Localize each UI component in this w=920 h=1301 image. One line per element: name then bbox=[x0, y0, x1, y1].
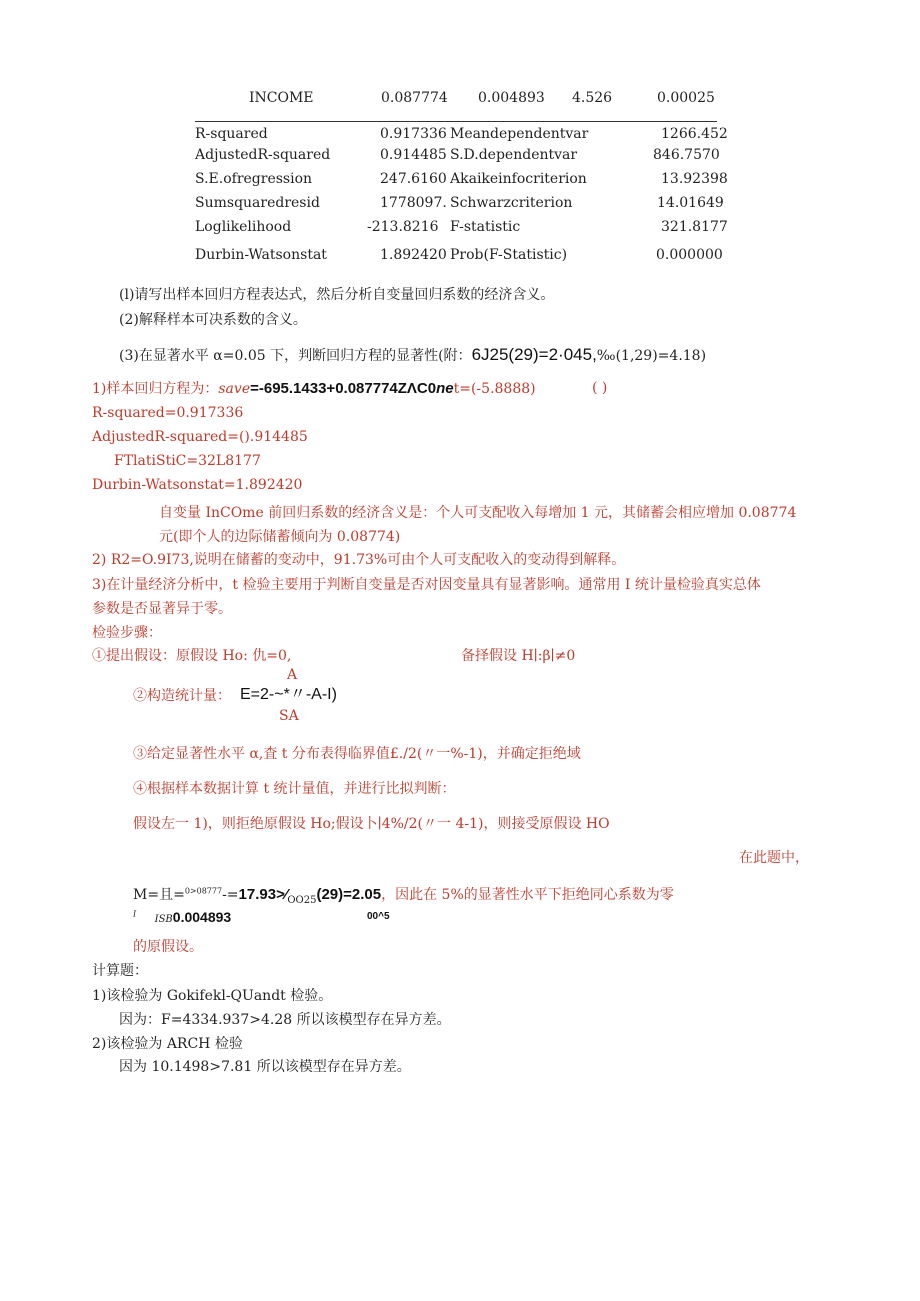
problem-title: 计算题： bbox=[92, 963, 148, 979]
stat-label-6: Akaikeinfocriterion bbox=[450, 171, 587, 187]
question-3-text: (3)在显著水平 α=0.05 下，判断回归方程的显著性(附： bbox=[119, 348, 472, 364]
stat-value-1: 0.917336 bbox=[380, 126, 447, 142]
stat-value-2: 1266.452 bbox=[661, 126, 728, 142]
meaning-line-1: 自变量 InCOme 前回归系数的经济含义是：个人可支配收入每增加 1 元，其储蓄会相应增加 0.08774 bbox=[159, 505, 797, 521]
stat-label-1: R-squared bbox=[195, 126, 268, 142]
step-2-formula: E=2-~*〃-A-I) bbox=[240, 686, 337, 703]
stat-label-4: S.D.dependentvar bbox=[450, 147, 578, 163]
calc-value: 17.93>⁄ bbox=[238, 886, 288, 903]
stat-label-9: Loglikelihood bbox=[195, 219, 292, 235]
calc-eq: 且= bbox=[159, 887, 185, 903]
stat-value-9: -213.8216 bbox=[367, 219, 439, 235]
problem-1-reason: 因为：F=4334.937>4.28 所以该模型存在异方差。 bbox=[119, 1012, 451, 1028]
answer-fstat: FTlatiStiC=32L8177 bbox=[114, 453, 261, 469]
step-2-label: ②构造统计量： bbox=[133, 688, 231, 704]
stat-value-12: 0.000000 bbox=[656, 247, 723, 263]
step-4: ④根据样本数据计算 t 统计量值，并进行比拟判断： bbox=[133, 781, 456, 797]
step-4-detail: 假设左一 1)，则拒绝原假设 Ho;假设卜∣4%/2(〃一 4-1)，则接受原假设 HO bbox=[133, 816, 610, 832]
calc-conclusion: ，因此在 5%的显著性水平下拒绝同心系数为零 bbox=[381, 887, 674, 903]
problem-2-reason: 因为 10.1498>7.81 所以该模型存在异方差。 bbox=[119, 1059, 411, 1075]
stat-value-4: 846.7570 bbox=[653, 147, 720, 163]
step-3: ③给定显著性水平 α,査 t 分布表得临界值£./2(〃一%-1)，并确定拒绝域 bbox=[133, 746, 581, 762]
question-3-formula: 6J25(29)=2·045, bbox=[471, 345, 597, 364]
step-1-alt: 备择假设 H∣:β∣≠0 bbox=[461, 648, 576, 664]
income-se: 0.004893 bbox=[478, 90, 545, 106]
answer-3-line-1: 3)在计量经济分析中，t 检验主要用于判断自变量是否对因变量具有显著影响。通常用 I 统计量检验真实总体 bbox=[92, 577, 761, 593]
stat-value-5: 247.6160 bbox=[380, 171, 447, 187]
answer-1-equation bbox=[92, 380, 536, 397]
stat-label-7: Sumsquaredresid bbox=[195, 195, 320, 211]
step-1-null: ①提出假设：原假设 Ho: 仇=0, bbox=[92, 648, 292, 664]
stat-value-10: 321.8177 bbox=[661, 219, 728, 235]
stat-value-7: 1778097. bbox=[380, 195, 447, 211]
stat-label-2: Meandependentvar bbox=[450, 126, 589, 142]
stat-value-3: 0.914485 bbox=[380, 147, 447, 163]
problem-2: 2)该检验为 ARCH 检验 bbox=[92, 1036, 243, 1052]
income-label: INCOME bbox=[249, 90, 314, 106]
stat-label-12: Prob(F-Statistic) bbox=[450, 247, 568, 263]
step-2-sa: SA bbox=[279, 708, 299, 724]
calc-sub: OO25 bbox=[287, 894, 317, 906]
steps-title: 检验步骤： bbox=[92, 625, 162, 641]
calc-m: M= bbox=[133, 887, 160, 903]
stat-label-11: Durbin-Watsonstat bbox=[195, 247, 327, 263]
calc-line-1 bbox=[133, 886, 674, 906]
answer-1-prefix: 1)样本回归方程为： bbox=[92, 381, 219, 397]
in-this-problem: 在此题中， bbox=[739, 850, 809, 866]
meaning-line-2: 元(即个人的边际储蓄倾向为 0.08774) bbox=[159, 529, 401, 545]
calc2-se: 0.004893 bbox=[172, 909, 232, 925]
answer-adj-r2: AdjustedR-squared=().914485 bbox=[92, 429, 308, 445]
answer-dw: Durbin-Watsonstat=1.892420 bbox=[92, 477, 303, 493]
calc2-sub: 00^5 bbox=[367, 911, 390, 922]
income-t: 4.526 bbox=[572, 90, 613, 106]
answer-r2: R-squared=0.917336 bbox=[92, 405, 244, 421]
answer-1-save: save bbox=[218, 381, 251, 397]
step-2-hat: A bbox=[287, 667, 298, 683]
question-1: (l)请写出样本回归方程表达式，然后分析自变量回归系数的经济含义。 bbox=[119, 287, 555, 303]
stat-label-5: S.E.ofregression bbox=[195, 171, 313, 187]
calc-critical: (29)=2.05 bbox=[316, 886, 382, 903]
problem-1: 1)该检验为 Gokifekl-QUandt 检验。 bbox=[92, 988, 333, 1004]
stat-value-8: 14.01649 bbox=[657, 195, 724, 211]
answer-1-paren: ( ) bbox=[592, 380, 608, 396]
stat-label-3: AdjustedR-squared bbox=[195, 147, 331, 163]
calc-line-3: 的原假设。 bbox=[133, 939, 203, 955]
stat-value-6: 13.92398 bbox=[661, 171, 728, 187]
stat-value-11: 1.892420 bbox=[380, 247, 447, 263]
question-2: (2)解释样本可决系数的含义。 bbox=[119, 312, 307, 328]
question-3-tail: ‰(1,29)=4.18) bbox=[596, 348, 707, 364]
income-p: 0.00025 bbox=[657, 90, 715, 106]
answer-1-formula: =-695.1433+0.087774ZΛC0 bbox=[250, 380, 437, 397]
question-3 bbox=[119, 345, 706, 365]
calc2-i: I bbox=[133, 909, 137, 919]
calc2-isb: ISB bbox=[154, 914, 173, 925]
calc-dash: -= bbox=[222, 887, 239, 903]
stat-label-10: F-statistic bbox=[450, 219, 521, 235]
answer-3-line-2: 参数是否显著异于零。 bbox=[92, 601, 232, 617]
calc-line-2 bbox=[133, 909, 231, 926]
income-coef: 0.087774 bbox=[381, 90, 448, 106]
answer-1-ne: ne bbox=[436, 380, 454, 397]
stat-label-8: Schwarzcriterion bbox=[450, 195, 573, 211]
answer-1-t: t=(-5.8888) bbox=[453, 381, 536, 397]
answer-2: 2) R2=O.9I73,说明在储蓄的变动中，91.73%可由个人可支配收入的变动得到解释。 bbox=[92, 552, 626, 568]
table-divider bbox=[195, 121, 717, 122]
calc-sup: 0>08777 bbox=[184, 886, 223, 896]
